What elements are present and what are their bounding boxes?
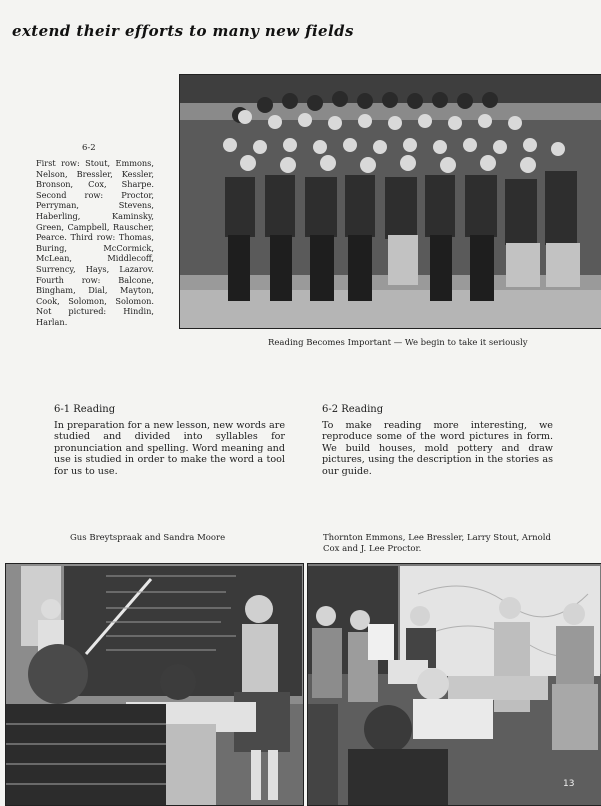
section-61-title: 6-1 Reading (54, 404, 116, 415)
roster-text: First row: Stout, Emmons, Nelson, Bressler, Kessler, Bronson, Cox, Sharpe. Second row: Proctor, Perryman, Stevens, Haberling, Kaminsky, Green, Campbell, Rauscher, Pearce. Third row: Thomas, Buring, McCormick, McLean, Middlecoff, Surrency, Hays, Lazarov. Fourth row: Balcone, Bingham, Dial, Mayton, Cook, Solomon, Solomon. Not pictured: Hindin, Harlan. (36, 158, 154, 327)
section-62-names: Thornton Emmons, Lee Bressler, Larry Stout, Arnold Cox and J. Lee Proctor. (323, 533, 551, 554)
section-62-title: 6-2 Reading (322, 404, 384, 415)
top-photo-caption: Reading Becomes Important — We begin to take it seriously (268, 338, 528, 348)
page-header: extend their efforts to many new fields (12, 22, 354, 40)
section-62-body: To make reading more interesting, we reproduce some of the word pictures in form. We build houses, mold pottery and draw pictures, using the description in the stories as our guide. (322, 420, 553, 477)
class-group-photo (179, 74, 601, 329)
reading-activity-photo (307, 563, 601, 806)
section-61-body: In preparation for a new lesson, new words are studied and divided into syllables for pronunciation and spelling. Word meaning and use is studied in order to make the word a tool for us to use. (54, 420, 285, 477)
page-number: 13 (563, 779, 575, 789)
blackboard-lesson-photo (5, 563, 304, 806)
section-61-names: Gus Breytspraak and Sandra Moore (70, 533, 226, 543)
photo-id-number: 6-2 (82, 143, 96, 153)
